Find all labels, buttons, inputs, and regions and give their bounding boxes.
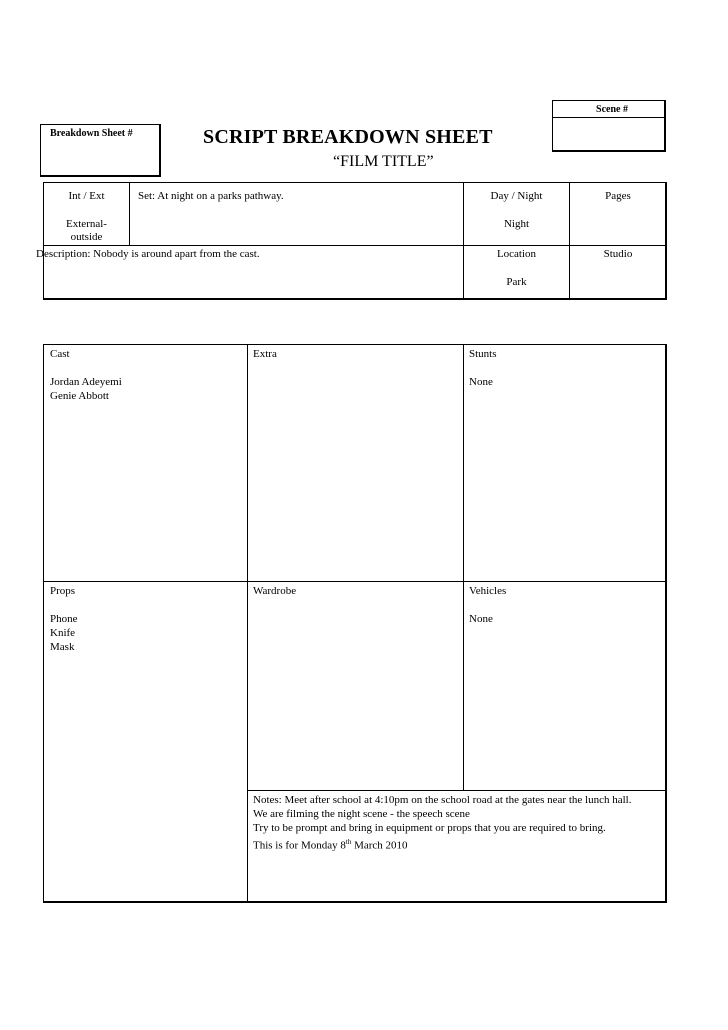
notes-date-month: March 2010 — [351, 839, 408, 852]
cast-label: Cast — [50, 348, 70, 360]
stunts-item: None — [469, 376, 493, 388]
vehicles-item: None — [469, 613, 493, 625]
scene-number-label: Scene # — [596, 104, 628, 115]
set-description: Set: At night on a parks pathway. — [138, 190, 284, 202]
notes-line: Notes: Meet after school at 4:10pm on the school road at the gates near the lunch hall. — [253, 794, 632, 806]
int-ext-value-line1: External- — [66, 218, 107, 230]
wardrobe-label: Wardrobe — [253, 585, 297, 597]
cast-section[interactable] — [50, 347, 240, 403]
location-value: Park — [506, 276, 527, 288]
page-title: SCRIPT BREAKDOWN SHEET — [203, 126, 493, 148]
cast-member: Jordan Adeyemi — [50, 376, 122, 388]
props-item: Mask — [50, 641, 75, 653]
day-night-label: Day / Night — [490, 190, 543, 202]
notes-date-text: This is for Monday 8 — [253, 839, 346, 852]
props-item: Knife — [50, 627, 76, 639]
grid-divider-v1 — [247, 345, 248, 901]
scene-number-divider — [553, 117, 664, 118]
pages-label: Pages — [605, 190, 631, 202]
extra-label: Extra — [253, 348, 277, 360]
grid-divider-v2 — [463, 345, 464, 790]
int-ext-label: Int / Ext — [68, 190, 105, 202]
location-label: Location — [496, 248, 537, 260]
notes-section[interactable] — [253, 793, 661, 853]
grid-divider-h1 — [44, 581, 665, 582]
vehicles-section[interactable] — [469, 584, 659, 626]
scene-description: Description: Nobody is around apart from the cast. — [36, 248, 260, 260]
notes-line: We are filming the night scene - the speech scene — [253, 808, 470, 820]
notes-line: Try to be prompt and bring in equipment or props that you are required to bring. — [253, 822, 606, 834]
cast-member: Genie Abbott — [50, 390, 109, 402]
notes-line — [253, 835, 661, 853]
film-title: “FILM TITLE” — [333, 153, 434, 170]
scene-info-table — [36, 182, 667, 300]
stunts-label: Stunts — [469, 348, 497, 360]
props-item: Phone — [50, 613, 78, 625]
info-divider-1 — [129, 183, 130, 245]
stunts-section[interactable] — [469, 347, 659, 389]
notes-date-suffix: th — [345, 838, 352, 846]
int-ext-value-line2: outside — [70, 231, 103, 243]
grid-divider-h2 — [247, 790, 665, 791]
breakdown-sheet-number-box[interactable] — [40, 124, 161, 177]
props-section[interactable] — [50, 584, 240, 654]
props-label: Props — [50, 585, 76, 597]
scene-number-box[interactable] — [552, 100, 666, 152]
day-night-value: Night — [503, 218, 530, 230]
wardrobe-section[interactable] — [253, 584, 453, 598]
breakdown-grid — [43, 344, 667, 903]
breakdown-sheet-number-label: Breakdown Sheet # — [50, 128, 133, 139]
info-row-divider — [44, 245, 665, 246]
extra-section[interactable] — [253, 347, 453, 361]
studio-label: Studio — [603, 248, 633, 260]
vehicles-label: Vehicles — [469, 585, 507, 597]
